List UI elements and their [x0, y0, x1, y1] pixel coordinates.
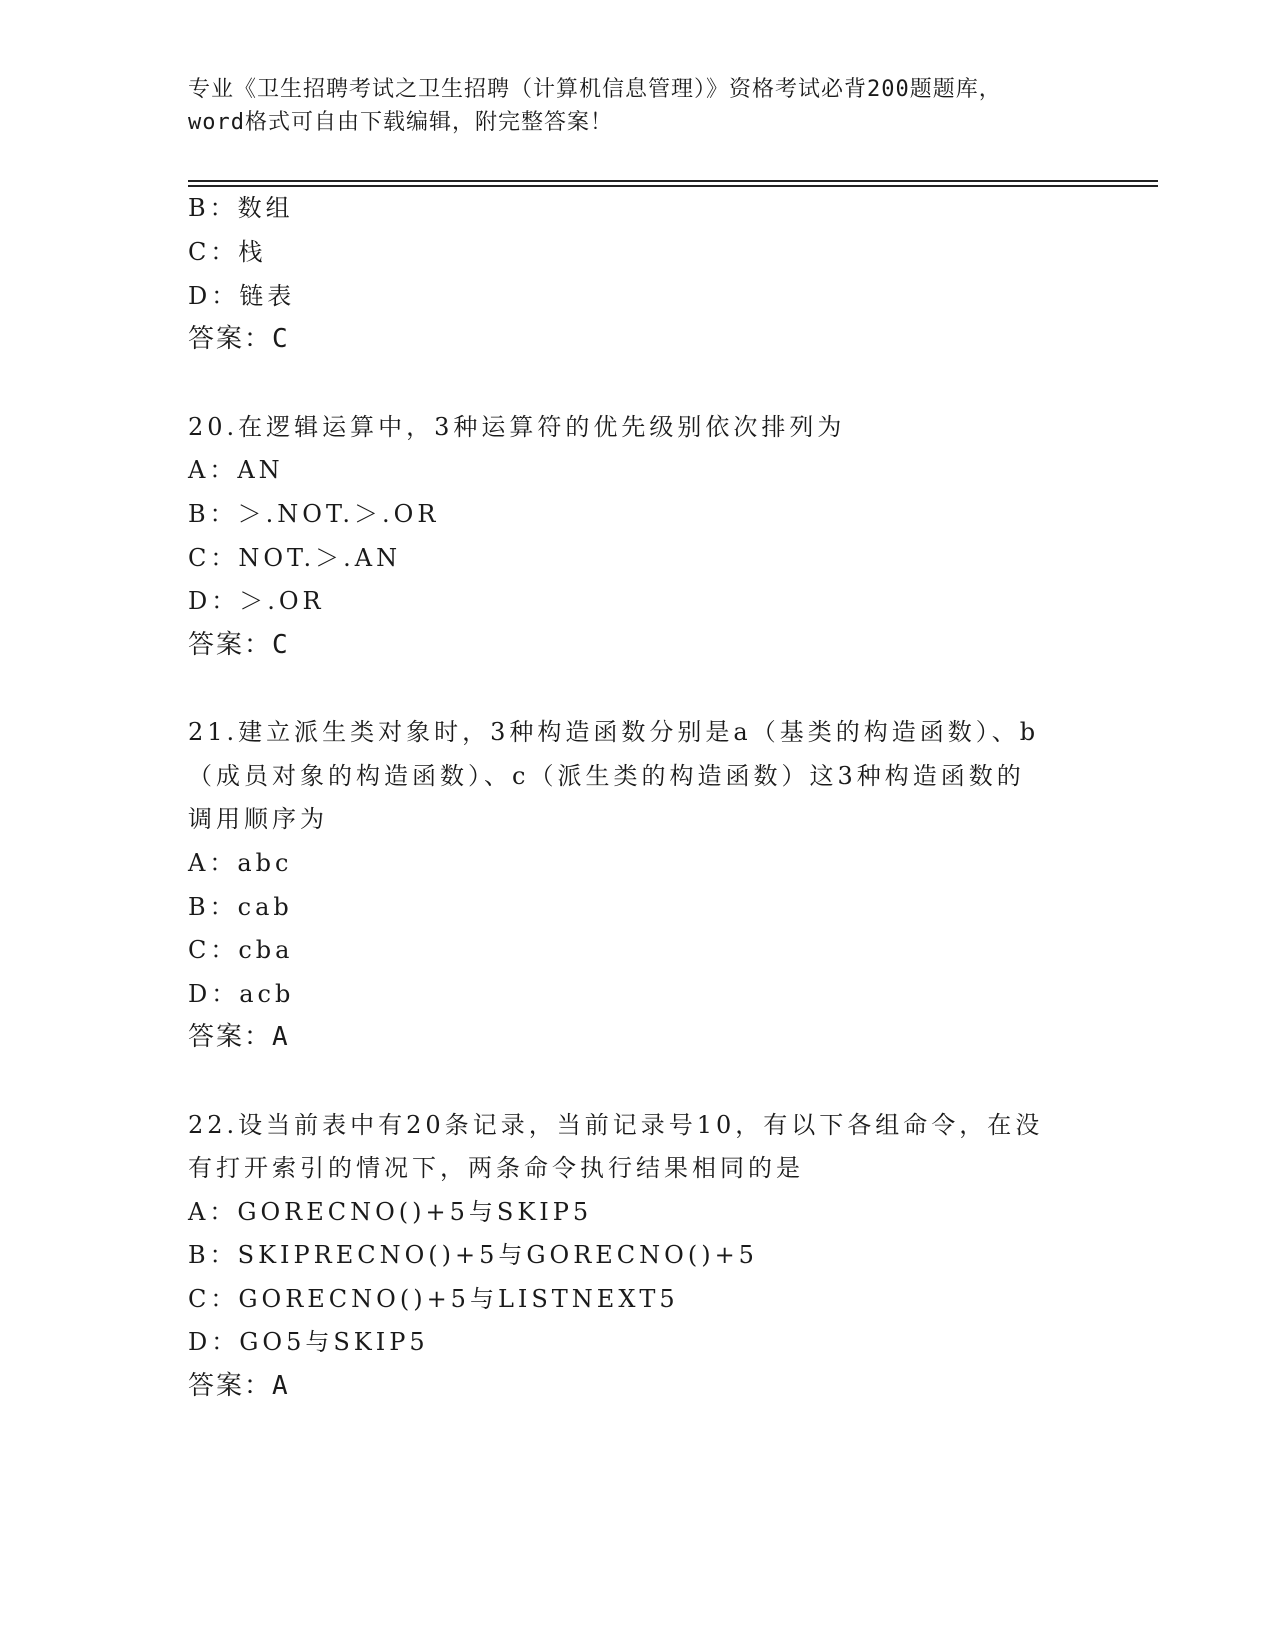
q22-option-d: D：GO5与SKIP5 [188, 1328, 429, 1356]
q22-option-b: B：SKIPRECNO()+5与GORECNO()+5 [188, 1241, 758, 1269]
q22-stem-line-1: 22.设当前表中有20条记录，当前记录号10，有以下各组命令，在没 [188, 1111, 1044, 1139]
q19-option-c: C：栈 [188, 238, 267, 266]
header-title-line-1: 专业《卫生招聘考试之卫生招聘（计算机信息管理）》资格考试必背200题题库， [188, 77, 1002, 102]
q20-option-a: A：AN [188, 456, 284, 484]
q19-option-b: B：数组 [188, 194, 294, 222]
document-header [188, 73, 1088, 139]
q21-option-d: D：acb [188, 980, 295, 1008]
q21-stem-line-3: 调用顺序为 [188, 805, 328, 833]
q21-option-a: A：abc [188, 849, 293, 877]
header-divider-top [188, 180, 1158, 182]
q20-option-c: C：NOT.＞.AN [188, 544, 402, 572]
q22-stem-line-2: 有打开索引的情况下，两条命令执行结果相同的是 [188, 1154, 804, 1182]
q22-answer: 答案：A [188, 1371, 290, 1401]
q20-stem: 20.在逻辑运算中，3种运算符的优先级别依次排列为 [188, 413, 846, 441]
q20-option-b: B：＞.NOT.＞.OR [188, 500, 440, 528]
q21-option-b: B：cab [188, 893, 293, 921]
q21-option-c: C：cba [188, 936, 294, 964]
q21-stem-line-1: 21.建立派生类对象时，3种构造函数分别是a（基类的构造函数）、b [188, 718, 1040, 746]
header-divider-bottom [188, 185, 1158, 187]
q20-answer: 答案：C [188, 630, 290, 660]
q22-option-c: C：GORECNO()+5与LISTNEXT5 [188, 1285, 679, 1313]
q19-answer: 答案：C [188, 324, 290, 354]
q20-option-d: D：＞.OR [188, 587, 325, 615]
q21-answer: 答案：A [188, 1022, 290, 1052]
q22-option-a: A：GORECNO()+5与SKIP5 [188, 1198, 593, 1226]
header-title-line-2: word格式可自由下载编辑，附完整答案！ [188, 110, 613, 135]
q21-stem-line-2: （成员对象的构造函数）、c（派生类的构造函数）这3种构造函数的 [188, 762, 1025, 790]
q19-option-d: D：链表 [188, 282, 296, 310]
